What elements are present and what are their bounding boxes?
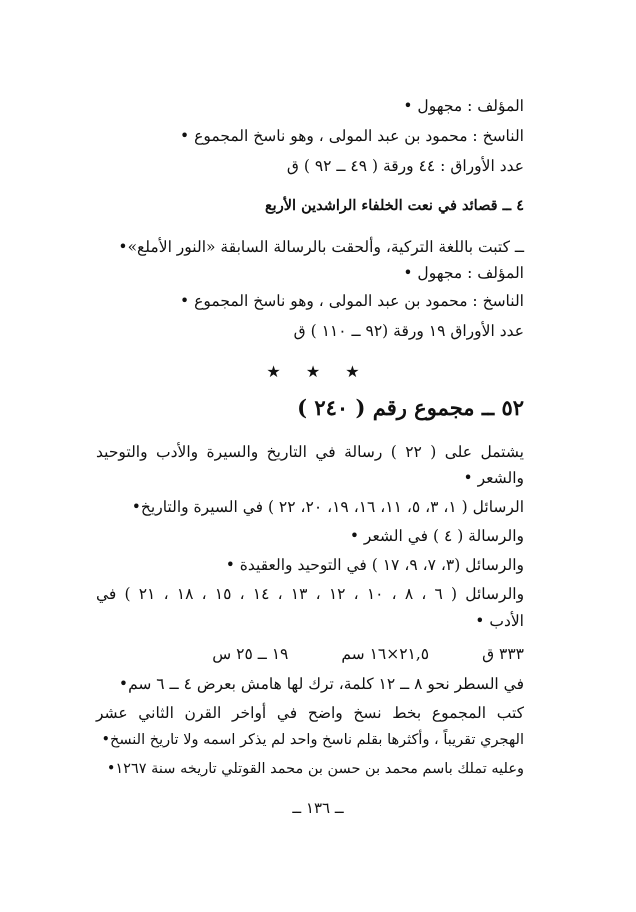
author-line: المؤلف : مجهول • — [403, 264, 524, 282]
folio-count: ٣٣٣ ق — [482, 645, 524, 663]
group-line: والرسالة ( ٤ ) في الشعر • — [349, 527, 524, 545]
group-line: الرسائل ( ١، ٣، ٥، ١١، ١٦، ١٩، ٢٠، ٢٢ ) في السيرة والتاريخ• — [131, 498, 524, 516]
section-separator: ★ ★ ★ — [266, 362, 370, 381]
page-number: ــ ١٣٦ ــ — [292, 799, 344, 817]
physical-description — [212, 645, 524, 663]
intro-line: والشعر • — [463, 469, 524, 487]
copyist-line: الناسخ : محمود بن عبد المولى ، وهو ناسخ المجموع • — [180, 292, 524, 310]
line-count: ١٩ ــ ٢٥ س — [212, 645, 289, 663]
group-line: الأدب • — [475, 612, 524, 630]
item-note: ــ كتبت باللغة التركية، وألحقت بالرسالة السابقة «النور الأملع»• — [118, 238, 524, 256]
description-line: وعليه تملك باسم محمد بن حسن بن محمد القوتلي تاريخه سنة ١٢٦٧• — [106, 761, 524, 777]
group-line: والرسائل ( ٦ ، ٨ ، ١٠ ، ١٢ ، ١٣ ، ١٤ ، ١٥ ، ١٨ ، ٢١ ) في — [96, 585, 525, 603]
group-line: والرسائل (٣، ٧، ٩، ١٧ ) في التوحيد والعقيدة • — [225, 556, 524, 574]
description-line: الهجري تقريباً ، وأكثرها بقلم ناسخ واحد لم يذكر اسمه ولا تاريخ النسخ• — [101, 732, 524, 748]
intro-line: يشتمل على ( ٢٢ ) رسالة في التاريخ والسيرة والأدب والتوحيد — [96, 443, 524, 461]
item-heading: ٤ ــ قصائد في نعت الخلفاء الراشدين الأربع — [264, 197, 524, 214]
copyist-line: الناسخ : محمود بن عبد المولى ، وهو ناسخ المجموع • — [180, 127, 524, 145]
description-line: كتب المجموع بخط نسخ واضح في أواخر القرن الثاني عشر — [96, 704, 524, 722]
page-size: ٢١,٥×١٦ سم — [341, 645, 430, 663]
collection-title: ٥٢ ــ مجموع رقم ( ٢٤٠ ) — [297, 395, 524, 420]
author-line: المؤلف : مجهول • — [403, 97, 524, 115]
leaves-line: عدد الأوراق ١٩ ورقة (٩٢ ــ ١١٠ ) ق — [293, 322, 524, 340]
leaves-line: عدد الأوراق : ٤٤ ورقة ( ٤٩ ــ ٩٢ ) ق — [286, 157, 524, 175]
description-line: في السطر نحو ٨ ــ ١٢ كلمة، ترك لها هامش بعرض ٤ ــ ٦ سم• — [118, 675, 524, 693]
